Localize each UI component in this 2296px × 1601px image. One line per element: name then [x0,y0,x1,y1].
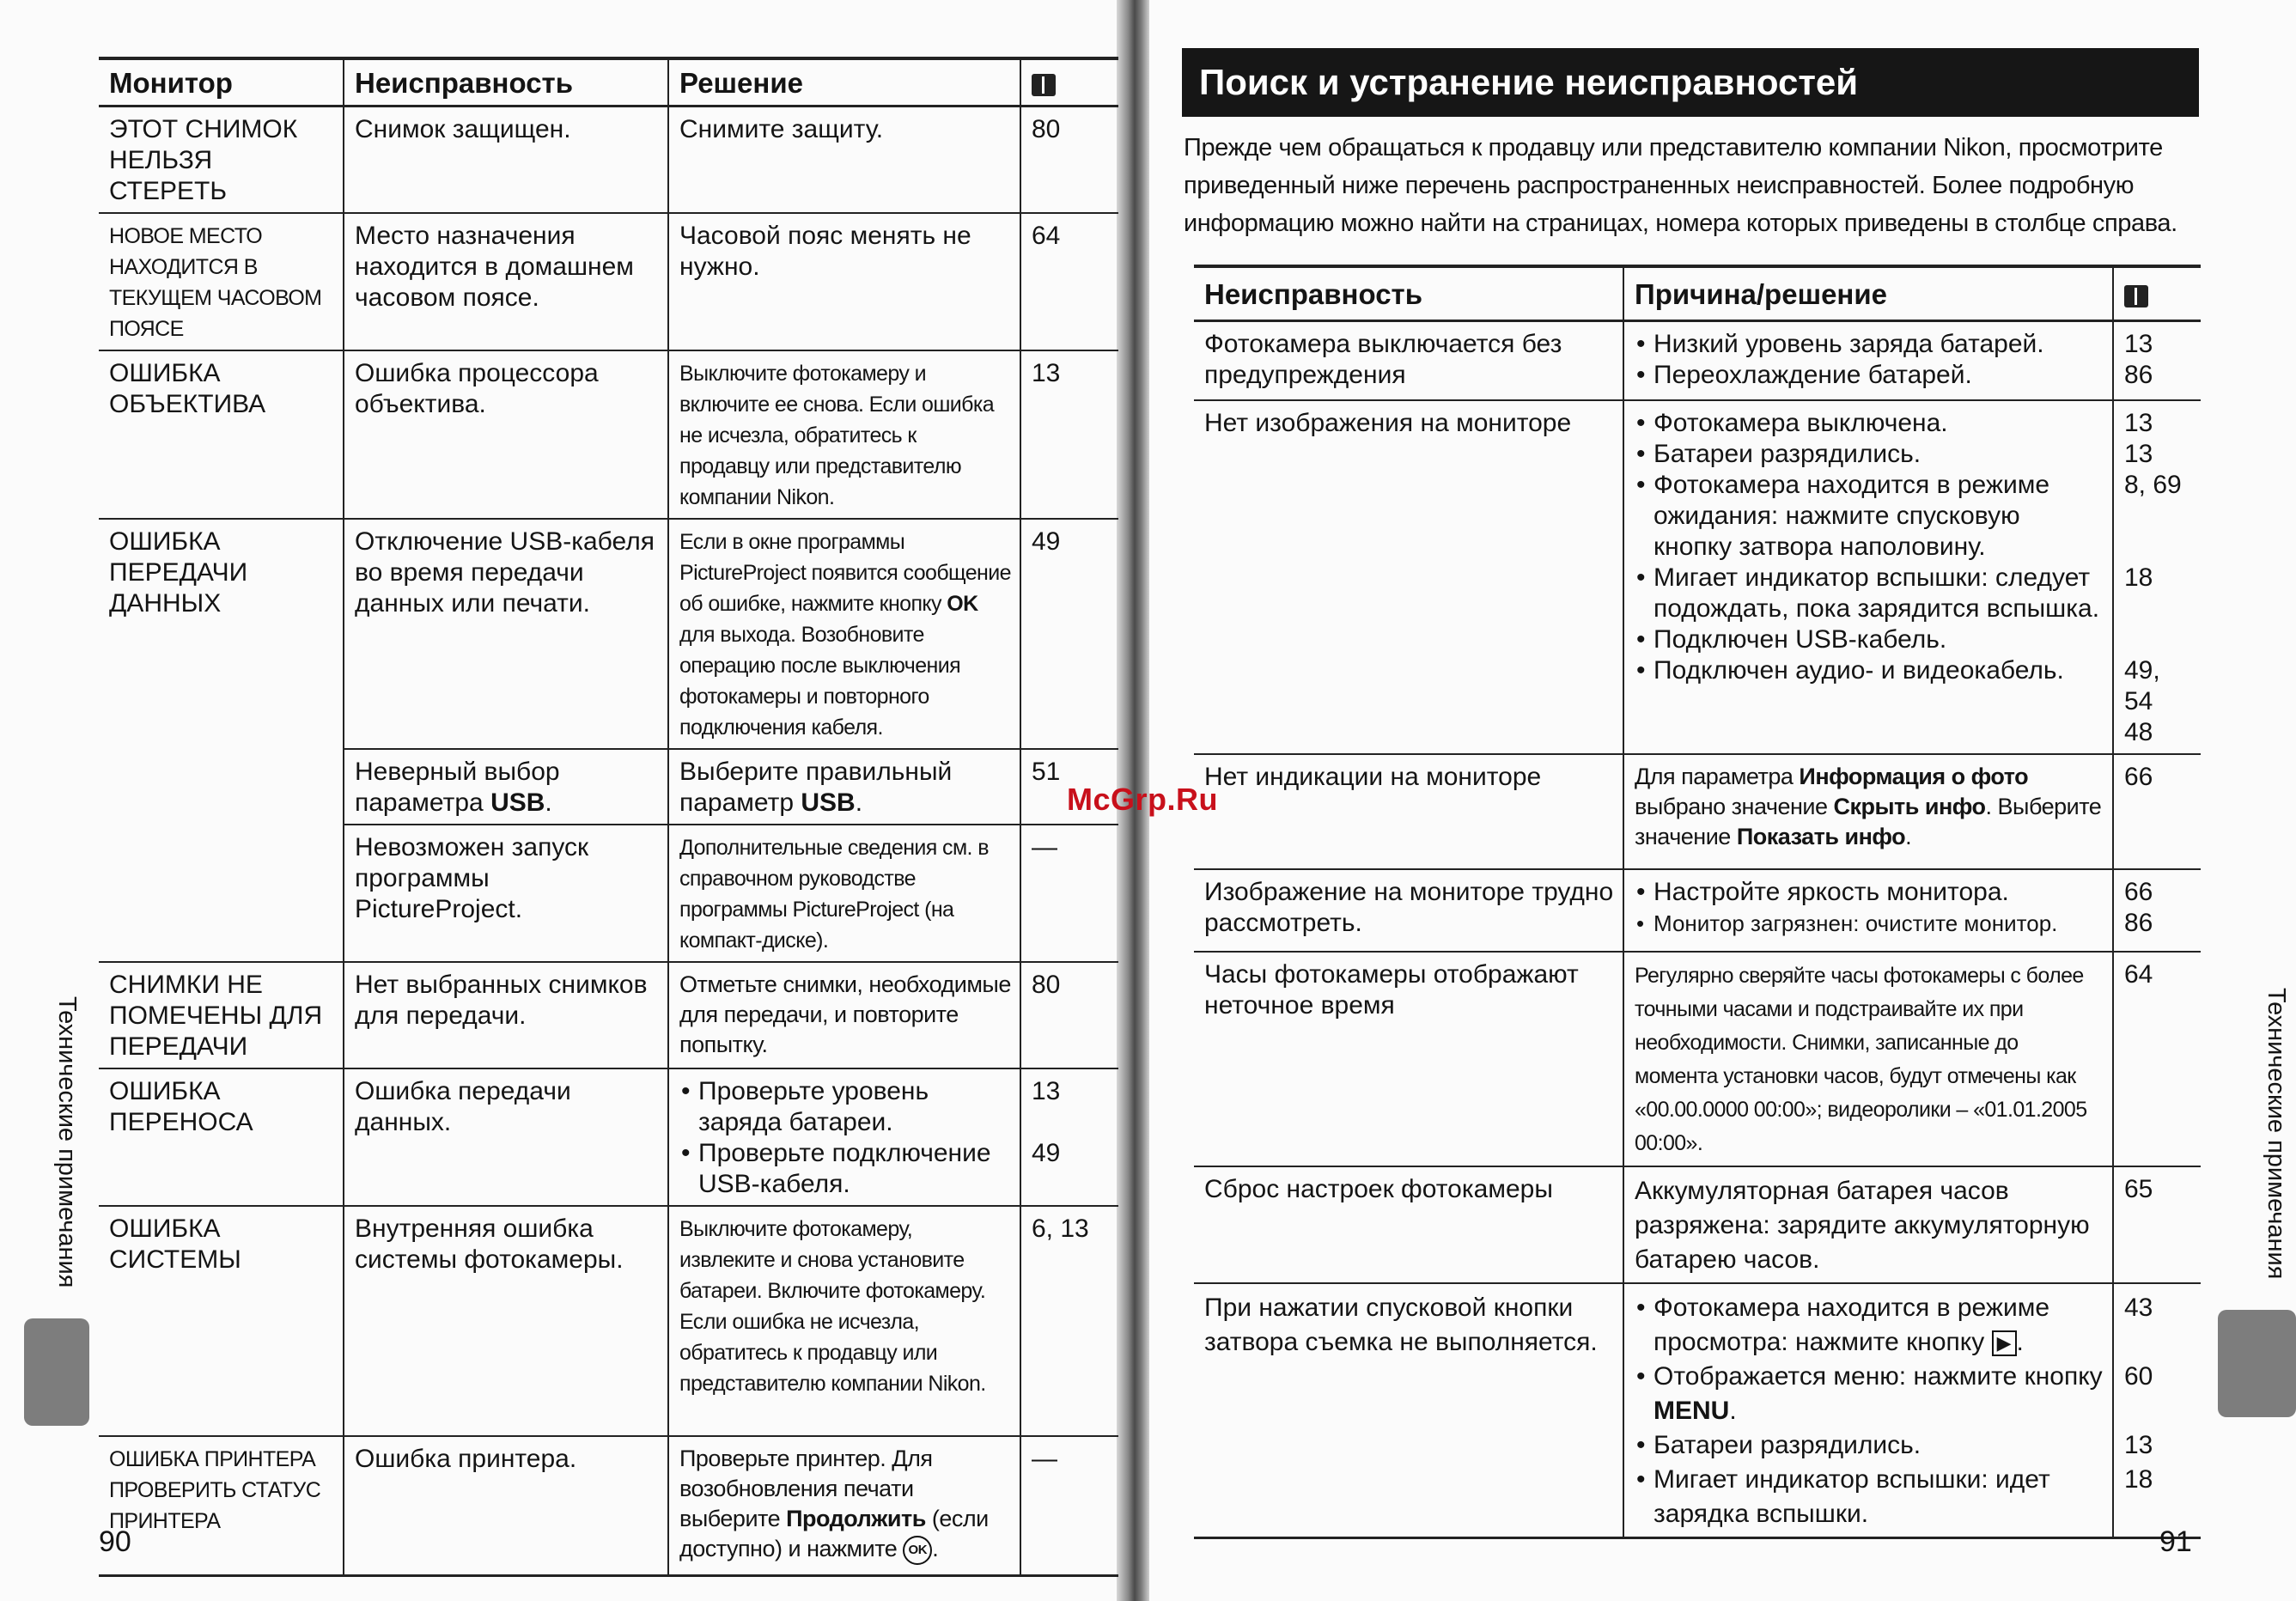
table-row [1194,869,2201,952]
list-item: • Батареи разрядились. [1635,1428,2104,1463]
monitor-cell: СНИМКИ НЕ ПОМЕЧЕНЫ ДЛЯ ПЕРЕДАЧИ [99,962,344,1068]
page-ref-cell: 49 [1020,519,1118,749]
problem-cell: Ошибка передачи данных. [344,1068,668,1206]
table-row [99,1068,1118,1206]
cause-list [1635,329,2104,391]
cause-list [1635,1291,2104,1531]
monitor-cell: ОШИБКА ПРИНТЕРА ПРОВЕРИТЬ СТАТУС ПРИНТЕРА [99,1436,344,1575]
usb-label: USB [801,788,856,817]
monitor-messages-table [99,57,1118,1577]
page-number: 91 [2159,1525,2192,1558]
problem-cell: Внутренняя ошибка системы фотокамеры. [344,1206,668,1436]
monitor-cell: ОШИБКА ПЕРЕНОСА [99,1068,344,1206]
header-problem: Неисправность [344,58,668,107]
cause-text: . [1729,1396,1737,1425]
table-row [99,1206,1118,1436]
solution-text: . [932,1536,939,1561]
troubleshooting-table [1194,265,2201,1539]
problem-cell: Часы фотокамеры отображают неточное время [1194,952,1623,1166]
solution-cell: Выключите фотокамеру и включите ее снова. Если ошибка не исчезла, обратитесь к продавцу или представителю компании Nikon. [668,350,1020,519]
monitor-cell: ОШИБКА СИСТЕМЫ [99,1206,344,1436]
monitor-cell: ОШИБКА ОБЪЕКТИВА [99,350,344,519]
list-item: • Батареи разрядились. [1635,439,2104,470]
cause-text: Отображается меню: нажмите кнопку [1653,1361,2103,1391]
list-item: • Мигает индикатор вспышки: следует подождать, пока зарядится вспышка. [1635,563,2104,624]
page-ref-cell: 65 [2113,1166,2201,1283]
list-item: • Низкий уровень заряда батарей. [1635,329,2104,360]
list-item: • Мигает индикатор вспышки: идет зарядка вспышки. [1635,1463,2104,1531]
cause-text: . [2016,1327,2024,1356]
table-row [1194,952,2201,1166]
cause-cell: Регулярно сверяйте часы фотокамеры с более точными часами и подстраивайте их при необходимости. Снимки, записанные до момента установки часов, будут отмечены как «00.00.0000 00:00»; видеоролики – «01.01.2005 00:00». [1623,952,2113,1166]
page-ref: 18 [2124,563,2153,592]
problem-cell: Изображение на мониторе трудно рассмотреть. [1194,869,1623,952]
problem-cell: Ошибка принтера. [344,1436,668,1575]
list-item: • Подключен аудио- и видеокабель. [1635,655,2104,686]
page-ref: 66 [2124,877,2153,906]
page-ref: 86 [2124,361,2153,389]
page-ref-cell: 80 [1020,962,1118,1068]
header-cause: Причина/решение [1623,266,2113,321]
list-item [1635,1360,2104,1428]
book-icon [1032,74,1056,96]
list-item: • Фотокамера выключена. [1635,408,2104,439]
monitor-cell: НОВОЕ МЕСТО НАХОДИТСЯ В ТЕКУЩЕМ ЧАСОВОМ ПОЯСЕ [99,213,344,350]
header-problem: Неисправность [1194,266,1623,321]
page-ref-cell: — [1020,1436,1118,1575]
table-row [99,213,1118,350]
page-ref-cell: 64 [2113,952,2201,1166]
page-ref-cell: — [1020,825,1118,962]
problem-cell: Фотокамера выключается без предупреждения [1194,321,1623,400]
table-row [1194,321,2201,400]
section-side-label: Технические примечания [2263,988,2290,1280]
problem-cell: При нажатии спусковой кнопки затвора съемка не выполняется. [1194,1283,1623,1538]
table-row [99,519,1118,749]
table-row [99,350,1118,519]
page-ref: 43 [2124,1293,2153,1322]
page-ref-cell: 6, 13 [1020,1206,1118,1436]
problem-cell [344,749,668,825]
page-ref-cell: 13 [1020,350,1118,519]
cause-cell [1623,321,2113,400]
list-item: • Проверьте уровень заряда батареи. [679,1076,1011,1138]
info-label: Информация о фото [1799,763,2029,789]
page-ref-cell [1020,1068,1118,1206]
play-button-icon: ▶ [1992,1330,2017,1356]
problem-cell: Сброс настроек фотокамеры [1194,1166,1623,1283]
page-ref-cell: 66 [2113,754,2201,869]
header-solution: Решение [668,58,1020,107]
list-item [1635,1291,2104,1360]
table-row [1194,1166,2201,1283]
watermark: McGrp.Ru [1067,782,1219,817]
list-item: • Фотокамера находится в режиме ожидания: нажмите спусковую кнопку затвора наполовину. [1635,470,2104,563]
page-ref: 18 [2124,1464,2153,1494]
table-header [1194,266,2201,321]
cause-cell: Аккумуляторная батарея часов разряжена: зарядите аккумуляторную батарею часов. [1623,1166,2113,1283]
solution-cell: Дополнительные сведения см. в справочном руководстве программы PictureProject (на компакт-диске). [668,825,1020,962]
page-ref: 13 [2124,330,2153,358]
continue-label: Продолжить [786,1506,926,1531]
solution-list [679,1076,1011,1200]
section-side-label: Технические примечания [53,996,81,1288]
problem-cell: Место назначения находится в домашнем часовом поясе. [344,213,668,350]
list-item: • Монитор загрязнен: очистите монитор. [1635,908,2104,939]
page-ref-cell [2113,1283,2201,1538]
list-item: • Проверьте подключение USB-кабеля. [679,1138,1011,1200]
menu-label: MENU [1653,1396,1730,1425]
list-item: • Переохлаждение батарей. [1635,360,2104,391]
page-ref: 49, 54 [2124,655,2160,715]
table-row [1194,400,2201,754]
problem-text: Неверный выбор параметра [355,758,560,817]
page-ref: 13 [2124,408,2153,437]
page-ref: 8, 69 [2124,470,2182,499]
page-ref-cell [2113,400,2201,754]
ok-label: OK [947,592,978,616]
table-header [99,58,1118,107]
solution-text: (если доступно) и нажмите [679,1506,989,1561]
problem-cell: Ошибка процессора объектива. [344,350,668,519]
solution-cell: Часовой пояс менять не нужно. [668,213,1020,350]
table-row [99,962,1118,1068]
solution-text: Выберите правильный параметр [679,758,953,817]
page-ref: 86 [2124,908,2153,937]
page-ref-cell [2113,869,2201,952]
cause-list [1635,408,2104,686]
solution-cell [668,749,1020,825]
table-row [1194,754,2201,869]
list-item: • Настройте яркость монитора. [1635,877,2104,908]
page-ref: 13 [1032,1077,1061,1105]
solution-cell [668,1068,1020,1206]
problem-cell: Снимок защищен. [344,107,668,214]
table-row [99,107,1118,214]
page-ref: 13 [2124,439,2153,468]
solution-cell: Отметьте снимки, необходимые для передачи, и повторите попытку. [668,962,1020,1068]
header-reference [2113,266,2201,321]
hide-info-label: Скрыть инфо [1833,793,1986,819]
cause-text: Для параметра [1635,763,1800,789]
page-ref-cell: 51 [1020,749,1118,825]
cause-cell [1623,400,2113,754]
intro-paragraph: Прежде чем обращаться к продавцу или представителю компании Nikon, просмотрите приведенный ниже перечень распространенных неисправностей. Более подробную информацию можно найти на страницах, номера которых приведены в столбце справа. [1184,134,2177,237]
page-ref-cell [2113,321,2201,400]
solution-text: Проверьте принтер. Для возобновления печати выберите [679,1446,933,1531]
monitor-cell: ОШИБКА ПЕРЕДАЧИ ДАННЫХ [99,519,344,962]
problem-cell: Нет изображения на мониторе [1194,400,1623,754]
solution-text: для выхода. Возобновите операцию после выключения фотокамеры и повторного подключения кабеля. [679,623,961,740]
cause-cell [1623,869,2113,952]
cause-list [1635,877,2104,939]
cause-text: . [1905,823,1912,849]
usb-label: USB [490,788,545,817]
page-ref: 48 [2124,717,2153,746]
page-ref-cell: 64 [1020,213,1118,350]
cause-text: . Выберите значение [1635,793,2102,849]
list-item: • Подключен USB-кабель. [1635,624,2104,655]
table-row [99,1436,1118,1575]
page-ref-cell: 80 [1020,107,1118,214]
page-ref: 49 [1032,1139,1061,1167]
cause-cell [1623,754,2113,869]
problem-cell: Отключение USB-кабеля во время передачи данных или печати. [344,519,668,749]
section-tab [2218,1310,2296,1417]
solution-cell [668,519,1020,749]
monitor-cell: ЭТОТ СНИМОК НЕЛЬЗЯ СТЕРЕТЬ [99,107,344,214]
header-reference [1020,58,1118,107]
problem-cell: Нет индикации на мониторе [1194,754,1623,869]
problem-text: . [545,788,552,817]
page-ref: 60 [2124,1361,2153,1391]
solution-text: Если в окне программы PictureProject появится сообщение об ошибке, нажмите кнопку [679,530,1011,616]
section-tab [24,1318,89,1426]
cause-cell [1623,1283,2113,1538]
book-icon [2124,285,2148,307]
table-row [1194,1283,2201,1538]
cause-text: выбрано значение [1635,793,1834,819]
header-monitor: Монитор [99,58,344,107]
page-title: Поиск и устранение неисправностей [1182,48,2199,117]
show-info-label: Показать инфо [1736,823,1906,849]
solution-cell [668,1436,1020,1575]
problem-cell: Невозможен запуск программы PictureProject. [344,825,668,962]
solution-text: . [855,788,863,817]
page-number: 90 [99,1525,131,1558]
solution-cell: Выключите фотокамеру, извлеките и снова установите батареи. Включите фотокамеру. Если ошибка не исчезла, обратитесь к продавцу или представителю компании Nikon. [668,1206,1020,1436]
problem-cell: Нет выбранных снимков для передачи. [344,962,668,1068]
ok-button-icon: OK [903,1536,932,1565]
solution-cell: Снимите защиту. [668,107,1020,214]
cause-text: Фотокамера находится в режиме просмотра: нажмите кнопку [1653,1293,2050,1356]
page-ref: 13 [2124,1430,2153,1459]
